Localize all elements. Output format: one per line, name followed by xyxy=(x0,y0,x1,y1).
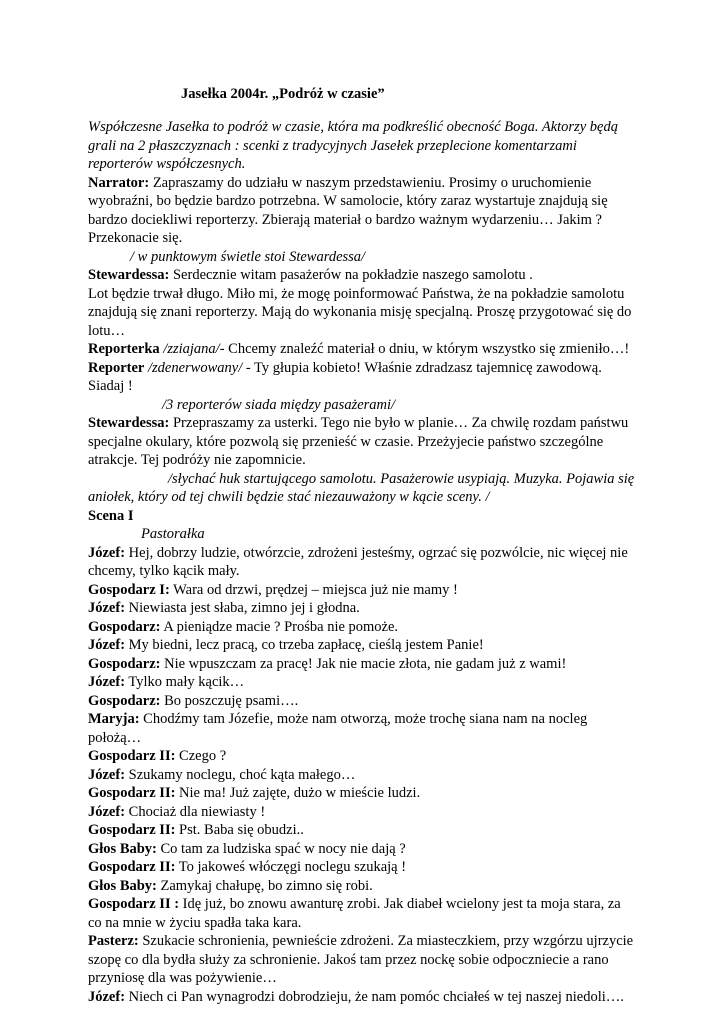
line-text: Tylko mały kącik… xyxy=(125,674,245,690)
line-text: Co tam za ludziska spać w nocy nie dają ? xyxy=(156,840,406,857)
line-text: przyniosę dla was pożywienie… xyxy=(88,970,277,986)
stage-direction: grali na 2 płaszczyznach : scenki z tradycyjnych Jasełek przeplecione komentarzami xyxy=(88,137,577,154)
stage-direction: / w punktowym świetle stoi Stewardessa/ xyxy=(130,248,366,265)
line-text: Czego ? xyxy=(175,748,227,764)
line-text: Niech ci Pan wynagrodzi dobrodzieju, że nam pomóc chciałeś w tej naszej niedoli…. xyxy=(125,988,624,1005)
text-line xyxy=(88,969,648,988)
line-text: Chociaż dla niewiasty ! xyxy=(125,803,266,820)
text-line xyxy=(88,803,648,822)
text-line xyxy=(88,137,648,156)
speaker-name: Józef: xyxy=(88,637,126,653)
text-line xyxy=(88,211,648,230)
speaker-name: Stewardessa: xyxy=(88,415,170,431)
text-line xyxy=(88,433,648,452)
speaker-name: Reporter xyxy=(88,359,145,376)
line-text: My biedni, lecz pracą, co trzeba zapłacę, cieślą jestem Panie! xyxy=(125,637,484,653)
text-line xyxy=(88,710,648,729)
speaker-name: Józef: xyxy=(88,600,126,616)
line-text: Zapraszamy do udziału w naszym przedstawieniu. Prosimy o uruchomienie xyxy=(149,174,592,191)
text-line xyxy=(88,525,648,544)
text-line xyxy=(88,451,648,470)
text-line xyxy=(88,340,648,359)
line-text: - Chcemy znaleźć materiał o dniu, w którym wszystko się zmieniło…! xyxy=(219,341,630,357)
text-line xyxy=(88,599,648,618)
text-line xyxy=(88,636,648,655)
text-line xyxy=(88,507,648,526)
speaker-name: Józef: xyxy=(88,988,126,1005)
speaker-name: Maryja: xyxy=(88,711,140,727)
speaker-name: Gospodarz II : xyxy=(88,896,180,912)
speaker-name: Narrator: xyxy=(88,174,150,191)
document-body xyxy=(88,118,648,1006)
line-text: Hej, dobrzy ludzie, otwórzcie, zdrożeni jesteśmy, ogrzać się pozwólcie, nic więcej nie xyxy=(125,544,628,561)
line-text: wyobraźni, bo będzie bardzo potrzebna. W samolocie, który zaraz wystartuje znajdują się xyxy=(88,193,608,209)
speaker-name: Gospodarz: xyxy=(88,655,161,672)
text-line xyxy=(88,618,648,637)
line-text: Serdecznie witam pasażerów na pokładzie naszego samolotu . xyxy=(169,267,533,283)
text-line xyxy=(88,766,648,785)
line-text: Nie ma! Już zajęte, dużo w mieście ludzi. xyxy=(175,785,421,801)
text-line xyxy=(88,377,648,396)
line-text: Wara od drzwi, prędzej – miejsca już nie mamy ! xyxy=(169,581,458,598)
line-text: Niewiasta jest słaba, zimno jej i głodna. xyxy=(125,600,360,616)
line-text: lotu… xyxy=(88,322,126,339)
text-line xyxy=(88,840,648,859)
line-text: specjalne okulary, które pozwolą się przenieść w czasie. Przeżyjecie państwo szczególne xyxy=(88,433,604,450)
line-text: Zamykaj chałupę, bo zimno się robi. xyxy=(156,877,373,894)
text-line xyxy=(88,192,648,211)
line-text: co na mnie w życiu spadła taka kara. xyxy=(88,914,302,931)
speaker-name: Gospodarz II: xyxy=(88,822,176,838)
text-line xyxy=(88,562,648,581)
text-line xyxy=(88,396,648,415)
line-text: Idę już, bo znowu awanturę zrobi. Jak diabeł wcielony jest ta moja stara, za xyxy=(179,896,621,912)
line-text: Chodźmy tam Józefie, może nam otworzą, może trochę siana nam na nocleg xyxy=(139,711,588,727)
line-text: chcemy, tylko kącik mały. xyxy=(88,563,240,579)
speaker-name: Głos Baby: xyxy=(88,877,157,894)
text-line xyxy=(88,877,648,896)
line-text: Siadaj ! xyxy=(88,378,133,394)
stage-direction: Pastorałka xyxy=(141,526,205,542)
text-line xyxy=(88,729,648,748)
line-text: Przepraszamy za usterki. Tego nie było w planie… Za chwilę rozdam państwu xyxy=(169,415,629,431)
text-line xyxy=(88,414,648,433)
line-text: Lot będzie trwał długo. Miło mi, że mogę poinformować Państwa, że na pokładzie samolotu xyxy=(88,285,625,302)
stage-direction: /3 reporterów siada między pasażerami/ xyxy=(162,396,396,413)
line-text: Bo poszczuję psami…. xyxy=(160,692,299,709)
text-line xyxy=(88,118,648,137)
speaker-name: Józef: xyxy=(88,803,126,820)
line-text: Nie wpuszczam za pracę! Jak nie macie złota, nie gadam już z wami! xyxy=(160,655,567,672)
text-line xyxy=(88,248,648,267)
text-line xyxy=(88,988,648,1007)
line-text: - Ty głupia kobieto! Właśnie zdradzasz tajemnicę zawodową. xyxy=(242,359,602,376)
line-text: atrakcje. Tej podróży nie zapomnicie. xyxy=(88,452,306,468)
text-line xyxy=(88,359,648,378)
speaker-name: Józef: xyxy=(88,544,126,561)
stage-direction: aniołek, który od tej chwili będzie stać niezauważony w kącie sceny. / xyxy=(88,489,490,505)
text-line xyxy=(88,155,648,174)
line-text: To jakoweś włóczęgi noclegu szukają ! xyxy=(175,859,407,875)
speaker-name: Scena I xyxy=(88,507,134,524)
text-line xyxy=(88,544,648,563)
speaker-name: Gospodarz II: xyxy=(88,785,176,801)
text-line xyxy=(88,655,648,674)
stage-direction: /słychać huk startującego samolotu. Pasażerowie usypiają. Muzyka. Pojawia się xyxy=(168,470,635,487)
line-text: A pieniądze macie ? Prośba nie pomoże. xyxy=(160,618,399,635)
speaker-name: Józef: xyxy=(88,674,126,690)
text-line xyxy=(88,914,648,933)
text-line xyxy=(88,747,648,766)
text-line xyxy=(88,932,648,951)
line-text: Szukacie schronienia, pewnieście zdrożeni. Za miasteczkiem, przy wzgórzu ujrzycie xyxy=(138,933,634,949)
speaker-name: Gospodarz I: xyxy=(88,581,170,598)
line-text: Pst. Baba się obudzi.. xyxy=(175,822,304,838)
speaker-name: Gospodarz: xyxy=(88,692,161,709)
line-text: bardzo dociekliwi reporterzy. Zbierają materiał o bardzo ważnym wydarzeniu… Jakim ? xyxy=(88,211,602,228)
text-line xyxy=(88,470,648,489)
text-line xyxy=(88,322,648,341)
speaker-name: Gospodarz: xyxy=(88,618,161,635)
line-text: położą… xyxy=(88,729,142,746)
speaker-name: Pasterz: xyxy=(88,933,139,949)
text-line xyxy=(88,229,648,248)
speaker-name: Józef: xyxy=(88,766,126,783)
text-line xyxy=(88,303,648,322)
stage-direction: Współczesne Jasełka to podróż w czasie, która ma podkreślić obecność Boga. Aktorzy będą xyxy=(88,119,618,135)
line-text: znajdują się znani reporterzy. Mają do wykonania misję specjalną. Proszę przygotować się do xyxy=(88,304,632,320)
text-line xyxy=(88,174,648,193)
stage-direction: /zdenerwowany/ xyxy=(147,359,243,376)
speaker-name: Stewardessa: xyxy=(88,267,170,283)
line-text: szopę co dla bydła służy za schronienie. Jakoś tam przez nockę sobie odpoczniecie a rano xyxy=(88,951,609,968)
text-line xyxy=(88,692,648,711)
document-title: Jasełka 2004r. „Podróż w czasie” xyxy=(181,86,385,102)
speaker-name: Gospodarz II: xyxy=(88,748,176,764)
text-line xyxy=(88,285,648,304)
stage-direction: reporterów współczesnych. xyxy=(88,156,246,172)
text-line xyxy=(88,858,648,877)
text-line xyxy=(88,951,648,970)
text-line xyxy=(88,266,648,285)
speaker-name: Głos Baby: xyxy=(88,840,157,857)
line-text: Przekonacie się. xyxy=(88,230,183,246)
speaker-name: Reporterka xyxy=(88,341,160,357)
text-line xyxy=(88,895,648,914)
text-line xyxy=(88,821,648,840)
text-line xyxy=(88,581,648,600)
text-line xyxy=(88,673,648,692)
text-line xyxy=(88,784,648,803)
stage-direction: /zziajana/ xyxy=(163,341,220,357)
line-text: Szukamy noclegu, choć kąta małego… xyxy=(125,766,356,783)
speaker-name: Gospodarz II: xyxy=(88,859,176,875)
text-line xyxy=(88,488,648,507)
